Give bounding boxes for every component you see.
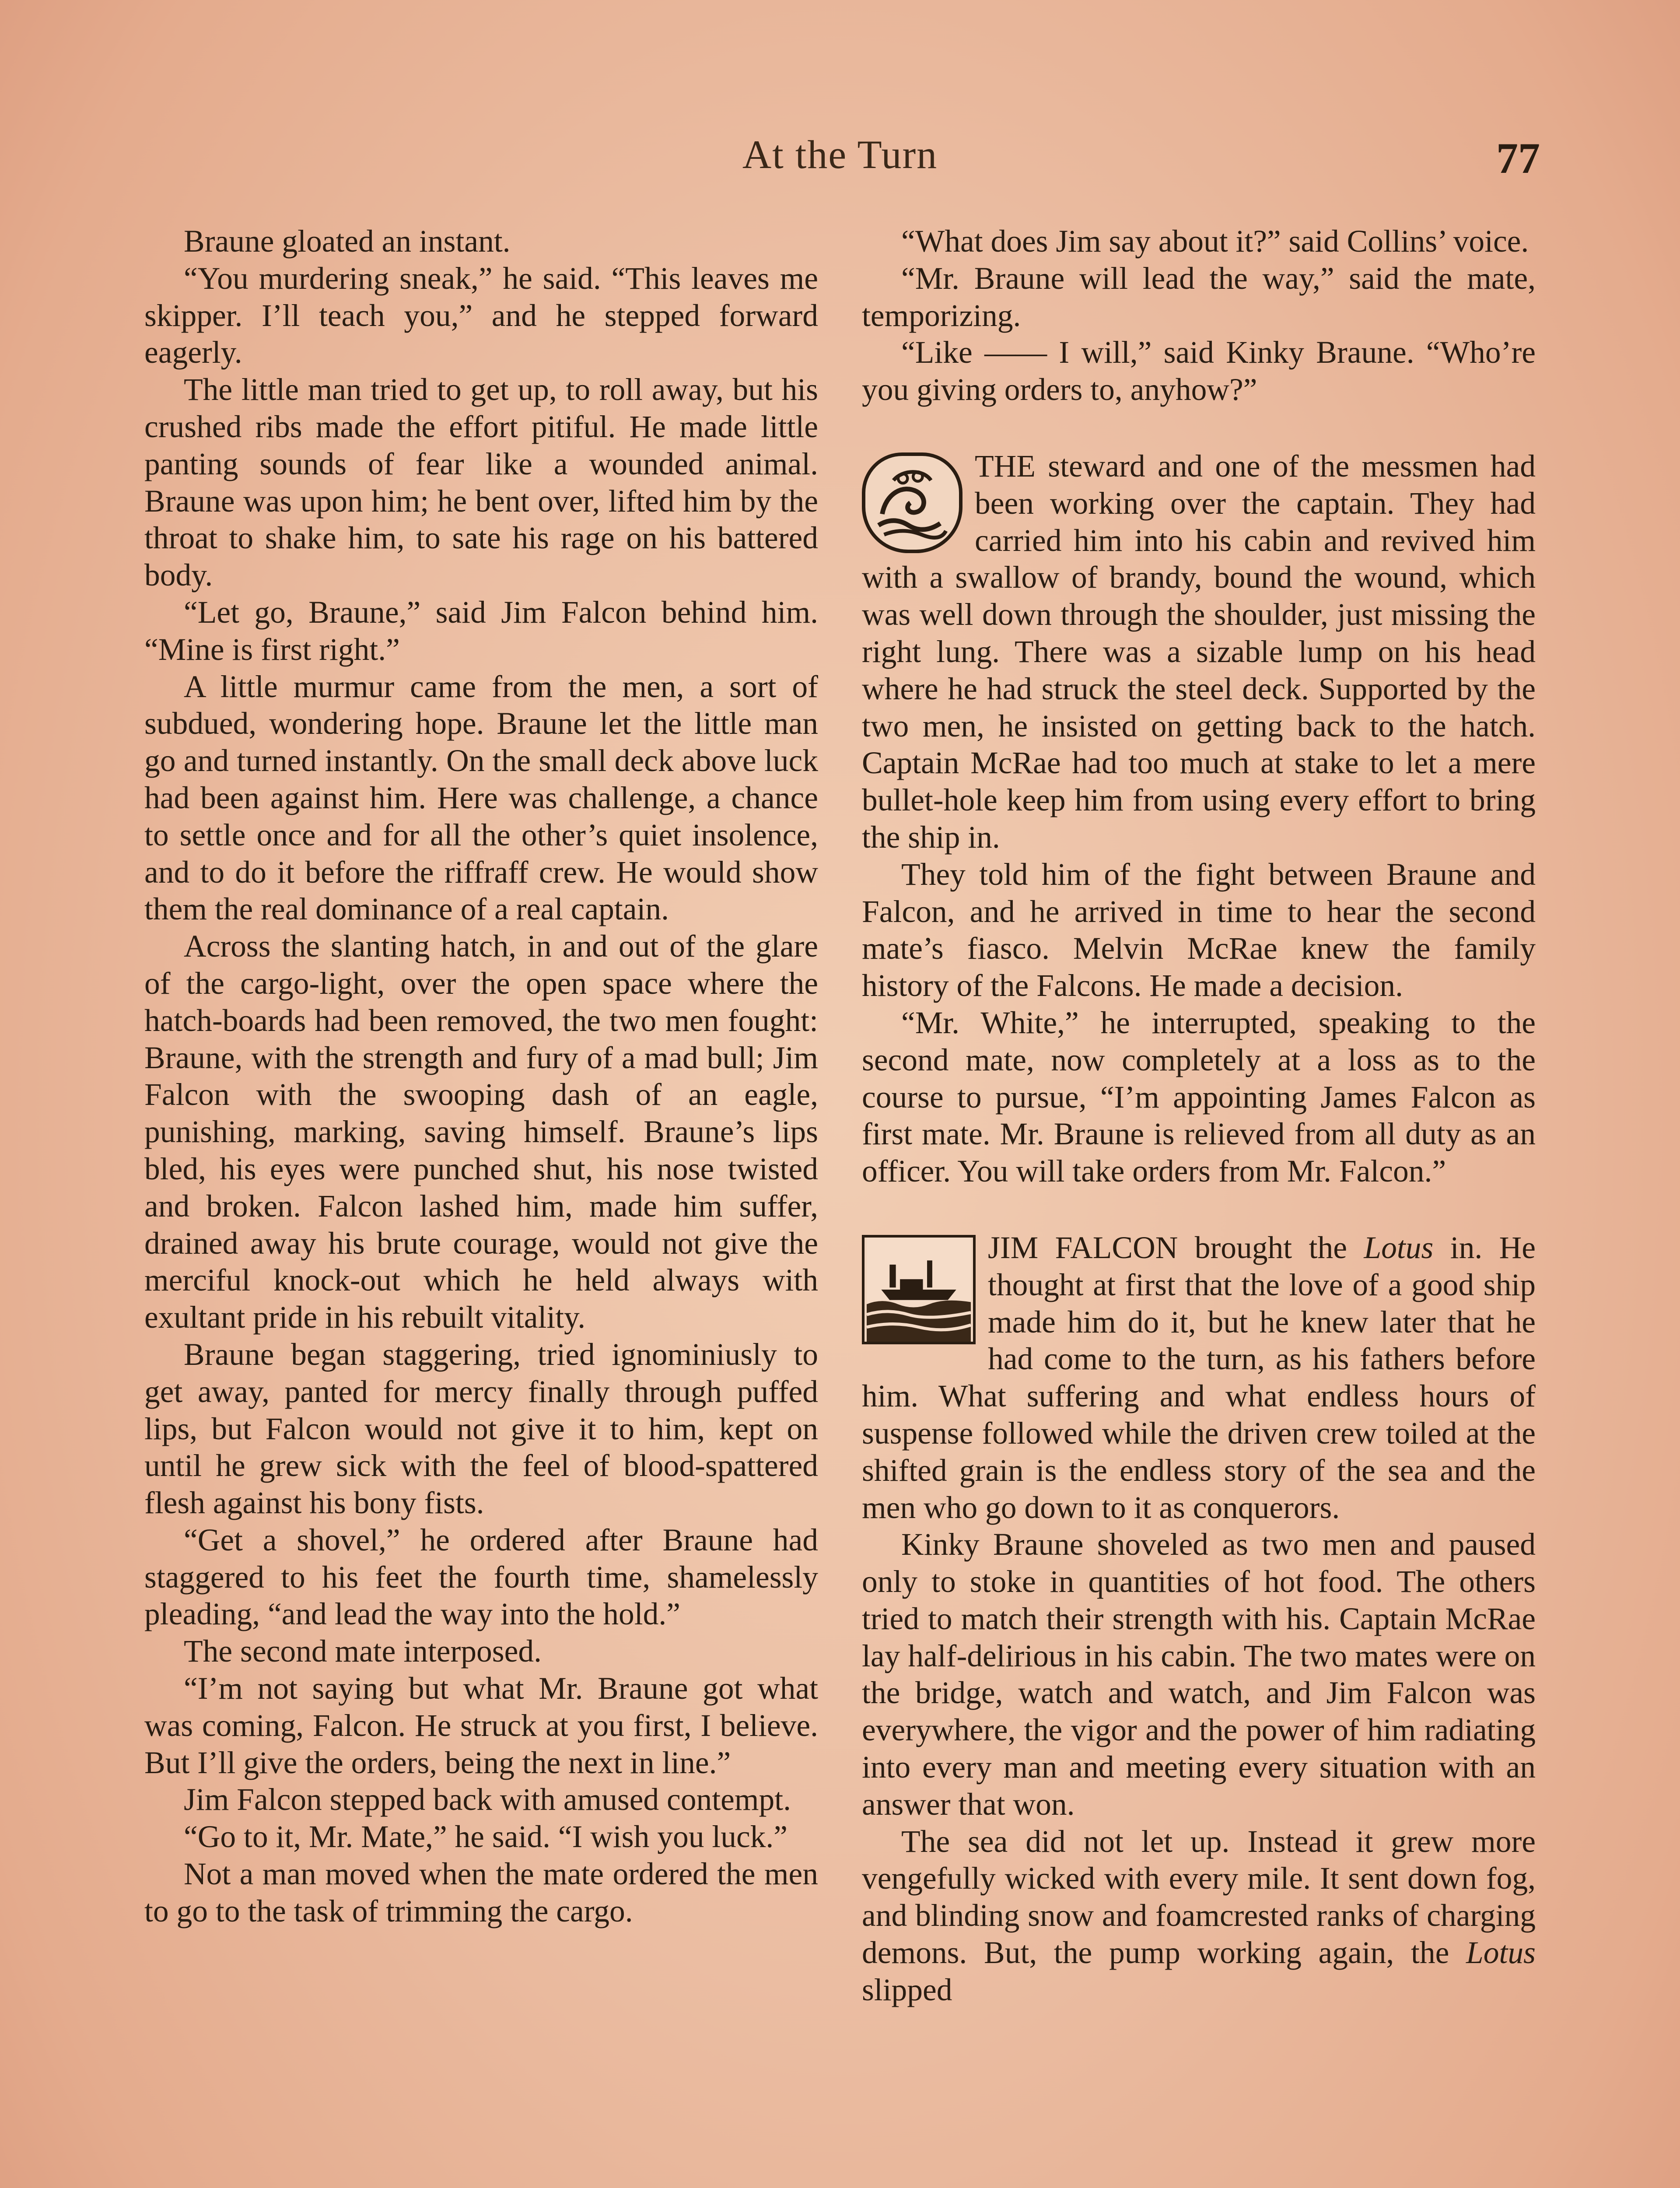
paragraph: Kinky Braune shoveled as two men and paused only to stoke in quantities of hot food. The others tried to match their strength with his. Captain McRae lay half-delirious in his cabin. The two mates were on the bridge, watch and watch, and Jim Falcon was everywhere, the vigor and the power of him radiating into every man and meeting every situation with an answer that won. xyxy=(862,1527,1536,1822)
paragraph: “Like —— I will,” said Kinky Braune. “Who’re you giving orders to, anyhow?” xyxy=(862,335,1536,407)
section-break xyxy=(862,1190,1536,1230)
paragraph: Not a man moved when the mate ordered the men to go to the task of trimming the cargo. xyxy=(144,1857,818,1929)
ship-illustration-drop-cap-icon xyxy=(862,1235,976,1344)
paragraph: The little man tried to get up, to roll away, but his crushed ribs made the effort pitiful. He made little panting sounds of fear like a wounded animal. Braune was upon him; he bent over, lifted him by the throat to shake him, to sate his rage on his battered body. xyxy=(144,372,818,593)
left-column xyxy=(144,223,818,1930)
paragraph: Braune gloated an instant. xyxy=(184,224,511,259)
text-segment: slipped xyxy=(862,1972,952,2007)
ornamental-drop-cap-icon xyxy=(862,452,962,553)
text-segment: The sea did not let up. Instead it grew more vengefully wicked with every mile. It sent down fog, and blinding snow and foamcrested ranks of charging demons. But, the pump working again, the xyxy=(862,1824,1536,1971)
paragraph: “Get a shovel,” he ordered after Braune had staggered to his feet the fourth time, shamelessly pleading, “and lead the way into the hold.” xyxy=(144,1522,818,1632)
ship-at-sea-icon xyxy=(864,1238,973,1342)
paragraph: “Mr. Braune will lead the way,” said the mate, temporizing. xyxy=(862,261,1536,333)
paragraph: A little murmur came from the men, a sort of subdued, wondering hope. Braune let the little man go and turned instantly. On the small deck above luck had been against him. Here was challenge, a chance to settle once and for all the other’s quiet insolence, and to do it before the riffraff crew. He would show them the real dominance of a real captain. xyxy=(144,669,818,927)
paragraph: “I’m not saying but what Mr. Braune got what was coming, Falcon. He struck at you first, I believe. But I’ll give the orders, being the next in line.” xyxy=(144,1671,818,1780)
paragraph: “You murdering sneak,” he said. “This leaves me skipper. I’ll teach you,” and he stepped forward eagerly. xyxy=(144,261,818,370)
running-title: At the Turn xyxy=(742,132,938,177)
paragraph: The second mate interposed. xyxy=(184,1634,542,1669)
ship-name-italic: Lotus xyxy=(1466,1936,1536,1971)
page-header xyxy=(0,131,1680,193)
wave-ornament-icon xyxy=(865,456,959,550)
ship-name-italic: Lotus xyxy=(1364,1230,1434,1265)
page-number: 77 xyxy=(1496,134,1540,182)
paragraph xyxy=(862,1823,1536,2009)
paragraph: They told him of the fight between Braune and Falcon, and he arrived in time to hear the second mate’s fiasco. Melvin McRae knew the family history of the Falcons. He made a decision. xyxy=(862,857,1536,1003)
section-break xyxy=(862,409,1536,448)
text-segment: in. He thought at first that the love of a good ship made him do it, but he knew later that he had come to the turn, as his fathers before him. What suffering and what endless hours of suspense followed while the driven crew toiled at the shifted grain is the endless story of the sea and the men who go down to it as conquerors. xyxy=(862,1230,1536,1525)
paragraph: “What does Jim say about it?” said Collins’ voice. xyxy=(901,224,1529,259)
paragraph: THE steward and one of the messmen had been working over the captain. They had carried him into his cabin and revived him with a swallow of brandy, bound the wound, which was well down through the shoulder, just missing the right lung. There was a sizable lump on his head where he had struck the steel deck. Supported by the two men, he insisted on getting back to the hatch. Captain McRae had too much at stake to let a mere bullet-hole keep him from using every effort to bring the ship in. xyxy=(862,449,1536,855)
paragraph: “Mr. White,” he interrupted, speaking to the second mate, now completely at a loss as to the course to pursue, “I’m appointing James Falcon as first mate. Mr. Braune is relieved from all duty as an officer. You will take orders from Mr. Falcon.” xyxy=(862,1005,1536,1189)
paragraph: “Let go, Braune,” said Jim Falcon behind him. “Mine is first right.” xyxy=(144,595,818,667)
paragraph: Jim Falcon stepped back with amused contempt. xyxy=(184,1782,791,1817)
paragraph: Braune began staggering, tried ignominiusly to get away, panted for mercy finally through puffed lips, but Falcon would not give it to him, kept on until he grew sick with the feel of blood-spattered flesh against his bony fists. xyxy=(144,1337,818,1521)
right-column xyxy=(862,223,1536,2009)
paragraph: “Go to it, Mr. Mate,” he said. “I wish you luck.” xyxy=(184,1820,788,1855)
paragraph: Across the slanting hatch, in and out of the glare of the cargo-light, over the open space where the hatch-boards had been removed, the two men fought: Braune, with the strength and fury of a mad bull; Jim Falcon with the swooping dash of an eagle, punishing, marking, saving himself. Braune’s lips bled, his eyes were punched shut, his nose twisted and broken. Falcon lashed him, made him suffer, drained away his brute courage, would not give the merciful knock-out which he held always with exultant pride in his rebuilt vitality. xyxy=(144,929,818,1335)
text-segment: JIM FALCON brought the xyxy=(988,1230,1364,1265)
